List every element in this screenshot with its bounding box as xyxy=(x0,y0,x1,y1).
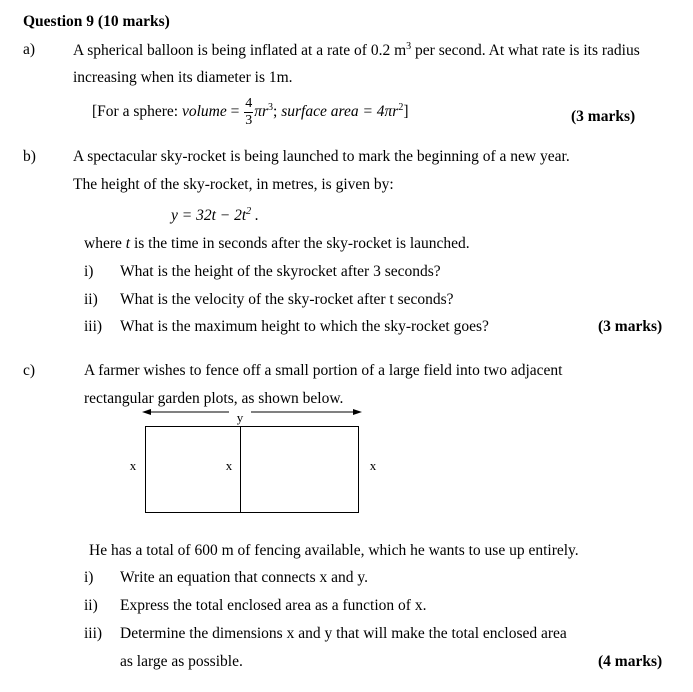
fraction-numerator: 4 xyxy=(245,96,253,111)
equation-sup: 2 xyxy=(246,206,252,217)
part-b-item-1-text: What is the height of the skyrocket after 3 seconds? xyxy=(120,263,441,280)
arrow-right-head xyxy=(353,409,362,415)
x-label-middle: x xyxy=(225,458,233,473)
fraction-denominator: 3 xyxy=(245,113,253,128)
part-c-item-2-num: ii) xyxy=(84,597,98,614)
part-c-item-3-cont: as large as possible. xyxy=(120,653,243,670)
part-a-line1-pre: A spherical balloon is being inflated at a rate of 0.2 m xyxy=(73,42,407,60)
formula-exp2: 2 xyxy=(398,101,404,113)
part-b-marks: (3 marks) xyxy=(598,318,663,335)
formula-surface: surface area xyxy=(281,103,359,121)
part-c-line3: He has a total of 600 m of fencing available, which he wants to use up entirely. xyxy=(89,542,579,559)
question-title: Question 9 (10 marks) xyxy=(23,13,170,30)
part-b-item-3-num: iii) xyxy=(84,318,103,335)
where-pre: where xyxy=(84,235,126,252)
arrow-left-head xyxy=(142,409,151,415)
part-a-marks: (3 marks) xyxy=(571,108,636,125)
y-label: y xyxy=(236,410,244,425)
part-c-line2: rectangular garden plots, as shown below. xyxy=(84,390,344,407)
equation-main: y = 32t − 2t xyxy=(171,207,247,225)
part-a-line2: increasing when its diameter is 1m. xyxy=(73,69,293,86)
part-a-label: a) xyxy=(23,41,36,58)
part-c-line1: A farmer wishes to fence off a small portion of a large field into two adjacent xyxy=(84,362,563,379)
part-c-item-3-num: iii) xyxy=(84,625,103,642)
part-c-label: c) xyxy=(23,362,36,379)
equation-end: . xyxy=(251,207,259,225)
where-post: is the time in seconds after the sky-rocket is launched. xyxy=(130,235,470,252)
part-b-item-2-num: ii) xyxy=(84,291,98,308)
formula-exp3: 3 xyxy=(268,101,274,113)
formula-close: ] xyxy=(403,103,409,121)
part-c-item-1-text: Write an equation that connects x and y. xyxy=(120,569,369,586)
part-b-item-3-text: What is the maximum height to which the sky-rocket goes? xyxy=(120,318,489,335)
formula-sep: ; xyxy=(273,103,282,121)
part-c-item-3-text: Determine the dimensions x and y that will make the total enclosed area xyxy=(120,625,567,642)
plot-outline xyxy=(146,427,359,513)
formula-sa-val: = 4πr xyxy=(358,103,399,121)
formula-eq: = xyxy=(226,103,244,121)
formula-open: [For a sphere: xyxy=(92,103,182,121)
x-label-right: x xyxy=(369,458,377,473)
part-c-item-1-num: i) xyxy=(84,569,94,586)
where-t: t xyxy=(125,235,131,252)
part-b-line1: A spectacular sky-rocket is being launched to mark the beginning of a new year. xyxy=(73,148,570,165)
part-b-item-2-text: What is the velocity of the sky-rocket after t seconds? xyxy=(120,291,454,308)
part-a-line1-post: per second. At what rate is its radius xyxy=(411,42,640,60)
part-b-label: b) xyxy=(23,148,36,165)
part-b-item-1-num: i) xyxy=(84,263,94,280)
part-a-line1-sup: 3 xyxy=(406,41,412,52)
part-c-marks: (4 marks) xyxy=(598,653,663,670)
x-label-left: x xyxy=(129,458,137,473)
part-c-item-2-text: Express the total enclosed area as a function of x. xyxy=(120,597,427,614)
formula-volume: volume xyxy=(181,103,227,121)
formula-pi-r: πr xyxy=(254,103,269,121)
part-b-line2: The height of the sky-rocket, in metres, is given by: xyxy=(73,176,394,193)
